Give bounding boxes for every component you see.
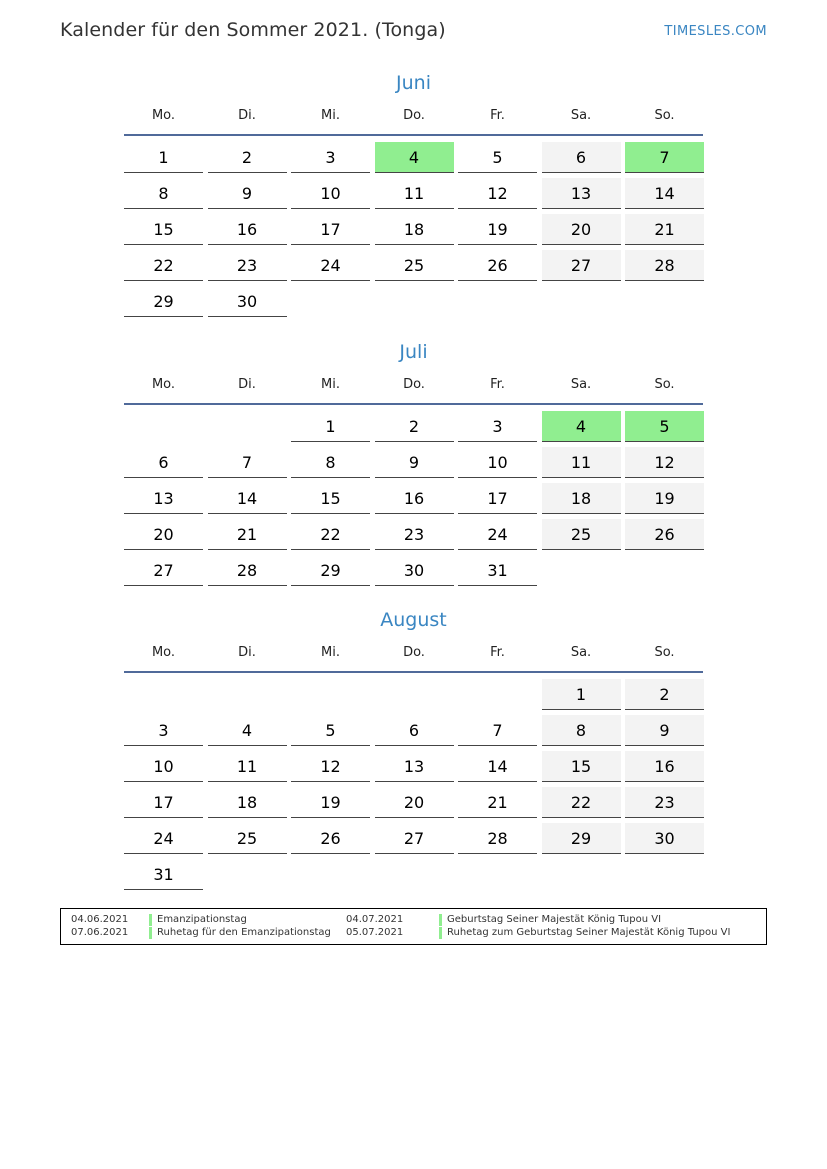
day-cell: 8	[542, 715, 621, 746]
day-cell: 10	[458, 447, 537, 478]
day-cell: 6	[375, 715, 454, 746]
day-cell: 19	[458, 214, 537, 245]
day-cell: 24	[291, 250, 370, 281]
day-cell: 10	[124, 751, 203, 782]
day-cell: 20	[375, 787, 454, 818]
legend-date: 04.07.2021	[346, 914, 404, 925]
day-cell: 1	[291, 411, 370, 442]
weekday-label: Do.	[403, 645, 425, 660]
weekday-label: Mo.	[151, 377, 176, 392]
weekday-label: So.	[654, 645, 675, 660]
legend-color-marker	[439, 927, 442, 939]
day-cell: 27	[375, 823, 454, 854]
day-cell: 18	[375, 214, 454, 245]
day-cell: 23	[208, 250, 287, 281]
day-cell: 16	[208, 214, 287, 245]
day-cell: 11	[542, 447, 621, 478]
day-cell: 1	[124, 142, 203, 173]
month-block	[124, 607, 703, 884]
weekday-label: Fr.	[490, 377, 505, 392]
day-cell: 9	[208, 178, 287, 209]
day-cell: 20	[124, 519, 203, 550]
day-cell: 14	[458, 751, 537, 782]
day-cell: 16	[625, 751, 704, 782]
day-cell: 6	[542, 142, 621, 173]
day-cell: 28	[458, 823, 537, 854]
day-cell: 16	[375, 483, 454, 514]
day-cell: 17	[291, 214, 370, 245]
day-cell: 30	[625, 823, 704, 854]
day-cell: 18	[208, 787, 287, 818]
day-cell: 12	[458, 178, 537, 209]
day-cell: 26	[291, 823, 370, 854]
day-cell: 4	[208, 715, 287, 746]
day-cell: 19	[625, 483, 704, 514]
day-cell: 3	[458, 411, 537, 442]
legend-holiday-name: Geburtstag Seiner Majestät König Tupou VI	[447, 914, 662, 925]
day-cell: 30	[375, 555, 454, 586]
day-cell: 3	[291, 142, 370, 173]
day-cell: 29	[291, 555, 370, 586]
day-cell: 17	[124, 787, 203, 818]
holiday-day-cell: 7	[625, 142, 704, 173]
day-cell: 26	[458, 250, 537, 281]
weekday-label: Mo.	[151, 645, 176, 660]
legend-date: 05.07.2021	[346, 927, 404, 938]
weekday-label: Mi.	[321, 645, 340, 660]
day-cell: 23	[375, 519, 454, 550]
day-cell: 6	[124, 447, 203, 478]
legend-holiday-name: Ruhetag zum Geburtstag Seiner Majestät König Tupou VI	[447, 927, 731, 938]
day-cell: 11	[375, 178, 454, 209]
day-cell: 28	[208, 555, 287, 586]
holiday-day-cell: 4	[542, 411, 621, 442]
day-cell: 20	[542, 214, 621, 245]
day-cell: 1	[542, 679, 621, 710]
day-cell: 26	[625, 519, 704, 550]
weekday-label: Sa.	[570, 377, 592, 392]
month-name: Juni	[396, 72, 431, 94]
day-cell: 13	[542, 178, 621, 209]
month-block	[124, 339, 703, 580]
weekday-header	[124, 108, 703, 136]
day-cell: 2	[375, 411, 454, 442]
month-block	[124, 70, 703, 311]
day-cell: 2	[208, 142, 287, 173]
day-cell: 15	[291, 483, 370, 514]
weekday-label: Do.	[403, 108, 425, 123]
weekday-label: Sa.	[570, 108, 592, 123]
weekday-label: Fr.	[490, 645, 505, 660]
day-cell: 31	[124, 859, 203, 890]
day-cell: 9	[625, 715, 704, 746]
day-cell: 14	[625, 178, 704, 209]
weekday-label: So.	[654, 108, 675, 123]
day-cell: 12	[291, 751, 370, 782]
day-cell: 15	[124, 214, 203, 245]
day-cell: 24	[124, 823, 203, 854]
day-cell: 9	[375, 447, 454, 478]
day-cell: 10	[291, 178, 370, 209]
weekday-label: Di.	[238, 645, 256, 660]
legend-holiday-name: Emanzipationstag	[157, 914, 247, 925]
day-cell: 24	[458, 519, 537, 550]
day-cell: 22	[291, 519, 370, 550]
day-cell: 21	[458, 787, 537, 818]
legend-color-marker	[149, 914, 152, 926]
weekday-label: Do.	[403, 377, 425, 392]
day-cell: 21	[625, 214, 704, 245]
legend-color-marker	[439, 914, 442, 926]
legend-color-marker	[149, 927, 152, 939]
day-cell: 18	[542, 483, 621, 514]
day-cell: 5	[291, 715, 370, 746]
day-cell: 30	[208, 286, 287, 317]
month-name: Juli	[399, 341, 428, 363]
day-cell: 25	[542, 519, 621, 550]
header-divider	[124, 403, 703, 405]
weekday-label: Di.	[238, 377, 256, 392]
header-divider	[124, 671, 703, 673]
weekday-label: So.	[654, 377, 675, 392]
day-cell: 27	[124, 555, 203, 586]
day-cell: 17	[458, 483, 537, 514]
day-cell: 2	[625, 679, 704, 710]
day-cell: 28	[625, 250, 704, 281]
legend-date: 07.06.2021	[71, 927, 129, 938]
day-cell: 13	[375, 751, 454, 782]
holiday-day-cell: 5	[625, 411, 704, 442]
day-cell: 11	[208, 751, 287, 782]
weekday-label: Mo.	[151, 108, 176, 123]
legend-holiday-name: Ruhetag für den Emanzipationstag	[157, 927, 331, 938]
weekday-label: Di.	[238, 108, 256, 123]
day-cell: 29	[542, 823, 621, 854]
day-cell: 25	[208, 823, 287, 854]
day-cell: 31	[458, 555, 537, 586]
day-cell: 14	[208, 483, 287, 514]
day-cell: 21	[208, 519, 287, 550]
day-cell: 22	[542, 787, 621, 818]
weekday-label: Mi.	[321, 108, 340, 123]
month-name: August	[380, 609, 447, 631]
brand-link[interactable]: TIMESLES.COM	[664, 24, 767, 39]
holiday-day-cell: 4	[375, 142, 454, 173]
day-cell: 3	[124, 715, 203, 746]
day-cell: 12	[625, 447, 704, 478]
day-cell: 19	[291, 787, 370, 818]
holiday-legend	[60, 908, 767, 945]
day-cell: 8	[124, 178, 203, 209]
day-cell: 25	[375, 250, 454, 281]
day-cell: 5	[458, 142, 537, 173]
day-cell: 27	[542, 250, 621, 281]
header-divider	[124, 134, 703, 136]
weekday-header	[124, 645, 703, 673]
day-cell: 7	[458, 715, 537, 746]
day-cell: 23	[625, 787, 704, 818]
day-cell: 7	[208, 447, 287, 478]
legend-date: 04.06.2021	[71, 914, 129, 925]
day-cell: 13	[124, 483, 203, 514]
day-cell: 8	[291, 447, 370, 478]
day-cell: 15	[542, 751, 621, 782]
page-title: Kalender für den Sommer 2021. (Tonga)	[60, 19, 446, 41]
day-cell: 29	[124, 286, 203, 317]
weekday-header	[124, 377, 703, 405]
weekday-label: Fr.	[490, 108, 505, 123]
weekday-label: Sa.	[570, 645, 592, 660]
day-cell: 22	[124, 250, 203, 281]
weekday-label: Mi.	[321, 377, 340, 392]
